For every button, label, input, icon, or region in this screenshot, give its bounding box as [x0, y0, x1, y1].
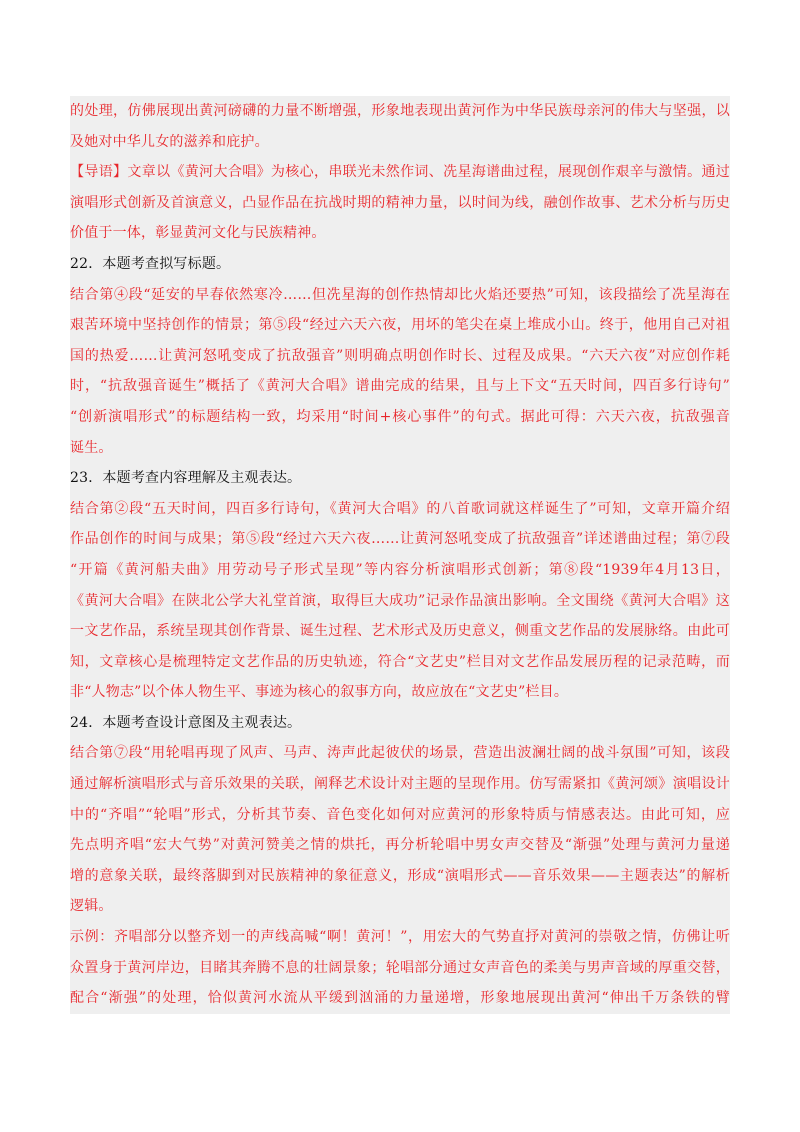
answer-text-line: 价值于一体，彰显黄河文化与民族精神。 [70, 225, 326, 242]
answer-text-line: 逻辑。 [70, 898, 113, 915]
answer-text-line: 非“人物志”以个体人物生平、事迹为核心的叙事方向，故应放在“文艺史”栏目。 [70, 684, 569, 701]
answer-text-line: 配合“渐强”的处理，恰似黄河水流从平缓到汹涌的力量递增，形象地展现出黄河“伸出千万条铁的臂 [70, 990, 730, 1007]
answer-text-line: 通过解析演唱形式与音乐效果的关联，阐释艺术设计对主题的呈现作用。仿写需紧扣《黄河颂》演唱设计 [70, 776, 730, 793]
answer-text-line: 时，“抗敌强音诞生”概括了《黄河大合唱》谱曲完成的结果，且与上下文“五天时间，四百多行诗句” [70, 378, 730, 395]
answer-page [70, 96, 730, 1014]
answer-text-line: “创新演唱形式”的标题结构一致，均采用“时间+核心事件”的句式。据此可得：六天六夜，抗敌强音 [70, 408, 730, 425]
answer-text-line: 【导语】文章以《黄河大合唱》为核心，串联光未然作词、冼星海谱曲过程，展现创作艰辛与激情。通过 [70, 164, 730, 181]
answer-text-line: 结合第⑦段“用轮唱再现了风声、马声、涛声此起彼伏的场景，营造出波澜壮阔的战斗氛围”可知，该段 [70, 745, 730, 762]
answer-text-line: 结合第④段“延安的早春依然寒冷……但冼星海的创作热情却比火焰还要热”可知，该段描绘了冼星海在 [70, 286, 730, 303]
question-heading: 23．本题考查内容理解及主观表达。 [70, 470, 302, 487]
answer-text-line: 诞生。 [70, 439, 113, 456]
answer-text-line: 演唱形式创新及首演意义，凸显作品在抗战时期的精神力量，以时间为线，融创作故事、艺术分析与历史 [70, 194, 730, 211]
answer-text-block [70, 96, 730, 1014]
answer-text-line: 作品创作的时间与成果；第⑤段“经过六天六夜……让黄河怒吼变成了抗敌强音”详述谱曲过程；第⑦段 [70, 531, 730, 548]
answer-text-line: 众置身于黄河岸边，目睹其奔腾不息的壮阔景象；轮唱部分通过女声音色的柔美与男声音域的厚重交替， [70, 959, 730, 976]
answer-text-line: 的处理，仿佛展现出黄河磅礴的力量不断增强，形象地表现出黄河作为中华民族母亲河的伟大与坚强，以 [70, 103, 730, 119]
answer-text-line: 及她对中华儿女的滋养和庇护。 [70, 133, 269, 150]
answer-text-line: 先点明齐唱“宏大气势”对黄河赞美之情的烘托，再分析轮唱中男女声交替及“渐强”处理与黄河力量递 [70, 837, 730, 854]
answer-text-line: “开篇《黄河船夫曲》用劳动号子形式呈现”等内容分析演唱形式创新；第⑧段“1939年4月13日， [70, 561, 730, 578]
question-heading: 24．本题考查设计意图及主观表达。 [70, 714, 302, 731]
answer-text-line: 知，文章核心是梳理特定文艺作品的历史轨迹，符合“文艺史”栏目对文艺作品发展历程的记录范畴，而 [70, 653, 730, 670]
answer-text-line: 示例：齐唱部分以整齐划一的声线高喊“啊！黄河！”，用宏大的气势直抒对黄河的崇敬之情，仿佛让听 [70, 929, 730, 946]
answer-text-line: 结合第②段“五天时间，四百多行诗句，《黄河大合唱》的八首歌词就这样诞生了”可知，文章开篇介绍 [70, 500, 730, 517]
answer-text-line: 增的意象关联，最终落脚到对民族精神的象征意义，形成“演唱形式——音乐效果——主题表达”的解析 [70, 867, 730, 884]
answer-text-line: 艰苦环境中坚持创作的情景；第⑤段“经过六天六夜，用坏的笔尖在桌上堆成小山。终于，他用自己对祖 [70, 317, 730, 334]
answer-text-line: 国的热爱……让黄河怒吼变成了抗敌强音”则明确点明创作时长、过程及成果。“六天六夜”对应创作耗 [70, 347, 730, 364]
answer-text-line: 中的“齐唱”“轮唱”形式，分析其节奏、音色变化如何对应黄河的形象特质与情感表达。由此可知，应 [70, 806, 730, 823]
answer-text-line: 《黄河大合唱》在陕北公学大礼堂首演，取得巨大成功”记录作品演出影响。全文围绕《黄河大合唱》这 [70, 592, 730, 609]
question-heading: 22．本题考查拟写标题。 [70, 255, 231, 272]
answer-text-line: 一文艺作品，系统呈现其创作背景、诞生过程、艺术形式及历史意义，侧重文艺作品的发展脉络。由此可 [70, 623, 730, 640]
